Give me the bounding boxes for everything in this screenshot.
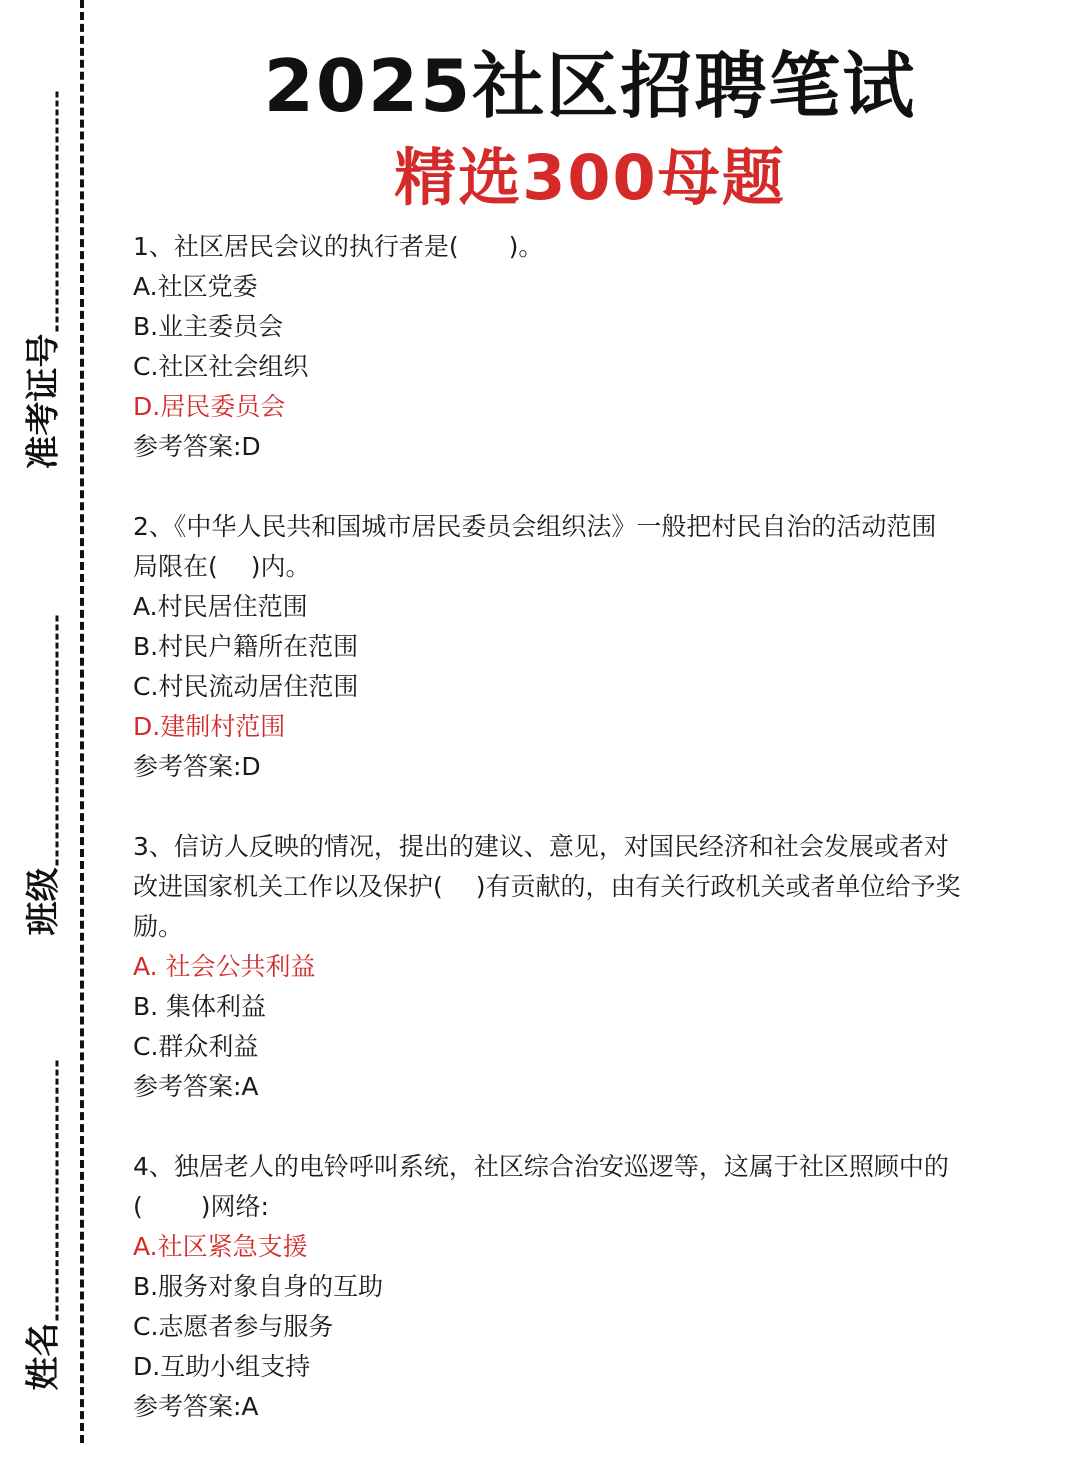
option-d: D.互助小组支持 [133,1352,311,1381]
question-stem-cont: 局限在( )内。 [133,552,311,581]
answer-key: 参考答案:A [133,1392,259,1421]
question-stem: 1、社区居民会议的执行者是( )。 [133,232,544,261]
option-a-correct: A.社区紧急支援 [133,1232,308,1261]
question-stem-cont: ( )网络: [133,1192,269,1221]
question-stem-cont: 励。 [133,912,184,941]
question-stem: 3、信访人反映的情况，提出的建议、意见，对国民经济和社会发展或者对 [133,832,949,861]
answer-key: 参考答案:A [133,1072,259,1101]
option-a: A.社区党委 [133,272,258,301]
option-c: C.社区社会组织 [133,352,309,381]
option-b: B.村民户籍所在范围 [133,632,359,661]
dashed-cut-line [80,0,84,1443]
answer-key: 参考答案:D [133,752,261,781]
name-field [0,1060,80,1390]
option-b: B. 集体利益 [133,992,267,1021]
question-3 [133,827,1033,1107]
page-title: 2025社区招聘笔试 [263,44,917,128]
exam-id-blank [56,91,59,331]
question-4 [133,1147,1033,1427]
option-a: A.村民居住范围 [133,592,308,621]
option-c: C.志愿者参与服务 [133,1312,334,1341]
binding-margin [0,0,100,1443]
option-c: C.村民流动居住范围 [133,672,359,701]
question-1 [133,227,1033,467]
option-b: B.业主委员会 [133,312,284,341]
name-blank [56,1060,59,1320]
question-stem: 4、独居老人的电铃呼叫系统，社区综合治安巡逻等，这属于社区照顾中的 [133,1152,949,1181]
option-d-correct: D.居民委员会 [133,392,286,421]
class-blank [56,615,59,865]
page-subtitle: 精选300母题 [394,141,786,214]
class-field [0,610,80,940]
option-c: C.群众利益 [133,1032,259,1061]
exam-id-label: 准考证号 [23,333,64,469]
option-d-correct: D.建制村范围 [133,712,286,741]
question-stem: 2、《中华人民共和国城市居民委员会组织法》一般把村民自治的活动范围 [133,512,937,541]
answer-key: 参考答案:D [133,432,261,461]
exam-id-field [0,80,80,480]
option-a-correct: A. 社会公共利益 [133,952,316,981]
option-b: B.服务对象自身的互助 [133,1272,384,1301]
class-label: 班级 [23,867,64,935]
question-list [133,227,1033,1467]
name-label: 姓名 [23,1322,64,1390]
question-2 [133,507,1033,787]
question-stem-cont: 改进国家机关工作以及保护( )有贡献的，由有关行政机关或者单位给予奖 [133,872,961,901]
